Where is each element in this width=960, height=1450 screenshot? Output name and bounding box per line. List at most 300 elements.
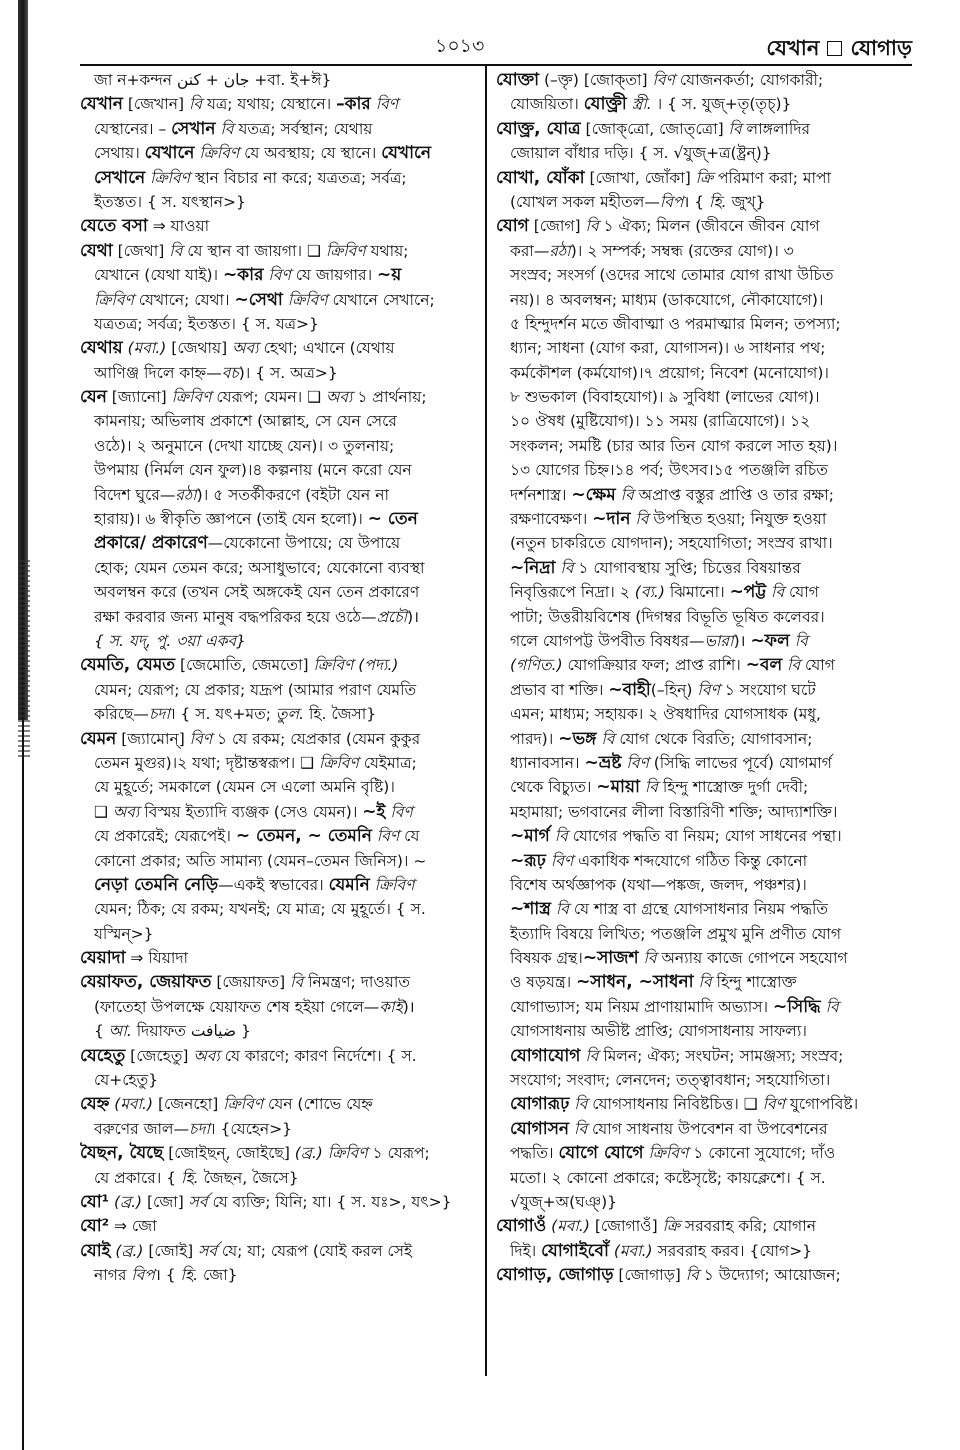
entry-continuation-line bbox=[80, 1263, 480, 1287]
grammar-label: (ব্র.) bbox=[114, 1192, 143, 1211]
entry-continuation-line bbox=[80, 190, 480, 214]
grammar-label: বি bbox=[825, 997, 839, 1016]
grammar-label: বচ bbox=[221, 363, 239, 382]
entry-continuation-line bbox=[496, 458, 896, 482]
entry-headword-line bbox=[80, 1044, 480, 1068]
definition-text: নয়)। ৪ অবলম্বন; মাধ্যম (ডাকযোগে, নৌকাযোগে)। bbox=[510, 290, 824, 309]
grammar-label: হি. bbox=[709, 192, 727, 211]
entry-headword-line bbox=[80, 653, 480, 677]
grammar-label: বি bbox=[644, 778, 658, 797]
definition-text: যুগোপবিষ্ট। bbox=[785, 1095, 859, 1114]
entry-continuation-line bbox=[496, 239, 896, 263]
headword: যোগাযোগ bbox=[510, 1045, 581, 1066]
definition-text: ১ কোনো সুযোগে; দাঁও bbox=[688, 1144, 836, 1163]
headword: ~মায়া bbox=[596, 777, 640, 798]
grammar-label: (ব্য.) bbox=[634, 583, 665, 602]
definition-text: স্থান বিচার না করে; যত্রতত্র; সর্বত্র; bbox=[189, 168, 407, 187]
headword: ~মার্গ bbox=[510, 826, 550, 847]
headword: যো¹ bbox=[80, 1191, 110, 1212]
grammar-label: বি bbox=[188, 95, 203, 114]
definition-text: পরিমাণ করা; মাপা bbox=[713, 168, 832, 187]
entry-continuation-line bbox=[80, 678, 480, 702]
definition-text: যেইমাত্র; bbox=[358, 753, 417, 772]
definition-text: )। bbox=[407, 607, 419, 626]
definition-text: ❑ bbox=[94, 802, 113, 821]
definition-text: বিষয়ক গ্রন্থ। bbox=[510, 949, 583, 968]
entry-headword-line bbox=[80, 946, 480, 970]
headword: ~কার bbox=[223, 265, 264, 286]
headword: যেখানে bbox=[144, 143, 195, 164]
entry-continuation-line bbox=[80, 483, 480, 507]
grammar-label: বি bbox=[554, 827, 568, 846]
definition-text: আণিঞ্জ দিলে কাহ্ন— bbox=[94, 363, 222, 382]
entry-headword-line bbox=[80, 1190, 480, 1214]
entry-continuation-line bbox=[496, 1190, 896, 1214]
grammar-label: আ. bbox=[108, 1022, 132, 1041]
definition-text: ৫ হিন্দুদর্শন মতে জীবাত্মা ও পরমাত্মার মিলন; তপস্যা; bbox=[510, 314, 841, 333]
entry-continuation-line bbox=[496, 751, 896, 775]
headword: ~নিদ্রা bbox=[510, 557, 556, 578]
definition-text: [জেথা] bbox=[112, 241, 170, 260]
definition-text: যোগ সাধনায় উপবেশন বা উপবেশনের bbox=[587, 1119, 828, 1138]
definition-text: সরবরাহ করি; যোগান bbox=[679, 1217, 816, 1236]
entry-continuation-line bbox=[80, 800, 480, 824]
definition-text: যে ব্যক্তি; যিনি; যা। { স. যঃ>, যৎ>} bbox=[207, 1192, 452, 1211]
entry-continuation-line bbox=[496, 605, 896, 629]
definition-text: যোগ bbox=[784, 583, 819, 602]
grammar-label: বিণ bbox=[550, 851, 574, 870]
entry-continuation-line bbox=[80, 751, 480, 775]
definition-text: রক্ষণাবেক্ষণ। bbox=[510, 510, 593, 529]
definition-text: উপস্থিত হওয়া; নিযুক্ত হওয়া bbox=[648, 510, 827, 529]
definition-text: [জোই] bbox=[143, 1241, 199, 1260]
entry-continuation-line bbox=[80, 995, 480, 1019]
headword: যোগ bbox=[496, 216, 529, 237]
entry-continuation-line bbox=[80, 166, 480, 190]
grammar-label: বি bbox=[635, 510, 649, 529]
definition-text: এমন; মাধ্যম; সহায়ক। ২ ঔষধাদির যোগসাধক (মধু, bbox=[510, 705, 821, 724]
definition-text: নিবৃত্তিরূপে নিদ্রা। ২ bbox=[510, 583, 635, 602]
definition-text: ১ যে রকম; যেপ্রকার (যেমন কুকুর bbox=[212, 729, 421, 748]
grammar-label: বি bbox=[643, 949, 657, 968]
definition-text: সংযোগ; সংবাদ; লেনদেন; তত্ত্বাবধান; সহযোগিতা। bbox=[510, 1071, 831, 1090]
left-column bbox=[80, 68, 480, 1288]
definition-text: যে কারণে; কারণ নির্দেশে। { স. bbox=[219, 1046, 417, 1065]
page-number: ১০১৩ bbox=[435, 35, 485, 57]
entry-continuation-line bbox=[496, 312, 896, 336]
grammar-label: ক্রিবিণ bbox=[287, 290, 328, 309]
grammar-label: বিণ bbox=[762, 1095, 786, 1114]
entry-continuation-line bbox=[80, 605, 480, 629]
headword: যোই bbox=[80, 1240, 111, 1261]
headword: ~ফল bbox=[750, 630, 790, 651]
grammar-label: অব্য bbox=[325, 388, 353, 407]
grammar-label: বি bbox=[560, 558, 574, 577]
entry-continuation-line bbox=[496, 629, 896, 653]
definition-text: যোজনকর্তা; যোগকারী; bbox=[674, 71, 824, 89]
definition-text: অন্যায় কাজে গোপনে সহযোগ bbox=[656, 949, 848, 968]
entry-headword-line bbox=[80, 970, 480, 994]
definition-text: ১ প্রার্থনায়; bbox=[352, 388, 427, 407]
entry-continuation-line bbox=[496, 483, 896, 507]
entry-headword-line bbox=[80, 1141, 480, 1165]
definition-text: সংকলন; সমষ্টি (চার আর তিন যোগ করলে সাত হয়)। bbox=[510, 436, 838, 455]
definition-text: [জ্যামোন্] bbox=[116, 729, 190, 748]
definition-text: যত্র; যথায়; যেস্থানে। bbox=[202, 95, 337, 114]
definition-text: ধ্যান; সাধনা (যোগ করা, যোগাসন)। ৬ সাধনার পথ; bbox=[510, 339, 826, 358]
guide-separator-box-icon bbox=[827, 41, 842, 56]
grammar-label: রঠা bbox=[549, 241, 571, 260]
definition-text: (–হিন্) bbox=[650, 680, 698, 699]
entry-headword-line bbox=[80, 1214, 480, 1238]
definition-text: সরবরাহ করব। {যোগ>} bbox=[652, 1241, 813, 1260]
definition-text: যতত্র; সর্বস্থান; যেথায় bbox=[233, 119, 373, 138]
definition-text: [জেহেতু] bbox=[125, 1046, 194, 1065]
grammar-label: অব্য bbox=[232, 339, 259, 358]
definition-text: জৈছন, জৈসে} bbox=[198, 1168, 299, 1187]
definition-text: ইত্যাদি বিষয়ে লিখিত; পতঞ্জলি প্রমুখ মুনি প্রণীত যোগ bbox=[510, 924, 842, 943]
definition-text: ১০ ঔষধ (মুষ্টিযোগ)। ১১ সময় (রাত্রিযোগে)। ১২ bbox=[510, 412, 811, 431]
definition-text: পাটা; উত্তরীয়বিশেষ (দিগম্বর বিভূতি ভূষিত কলেবর। bbox=[510, 607, 825, 626]
grammar-label: (ব্র.) ক্রিবিণ bbox=[294, 1144, 368, 1163]
entry-continuation-line bbox=[496, 922, 896, 946]
definition-text: দিই। bbox=[510, 1241, 542, 1260]
definition-text: ৮ শুভকাল (বিবাহযোগ)। ৯ সুবিধা (লাভের যোগ)। bbox=[510, 388, 820, 407]
definition-text: যোগ থেকে বিরতি; যোগাবসান; bbox=[614, 729, 813, 748]
grammar-label: (মবা.) bbox=[613, 1241, 653, 1260]
definition-text: । { bbox=[683, 192, 710, 211]
entry-continuation-line bbox=[80, 580, 480, 604]
entry-continuation-line bbox=[496, 190, 896, 214]
headword: ~দান bbox=[592, 509, 631, 530]
entry-continuation-line bbox=[496, 1117, 896, 1141]
headword: ~সেথা bbox=[234, 289, 283, 310]
definition-text: [জেয়াফত] bbox=[211, 973, 291, 992]
entry-continuation-line bbox=[496, 678, 896, 702]
definition-text: ১৩ যোগের চিহ্ন।১৪ পর্ব; উৎসব।১৫ পতঞ্জলি রচিত bbox=[510, 461, 828, 480]
headword: ~ তেমন, ~ তেমনি bbox=[235, 826, 372, 847]
entry-continuation-line bbox=[496, 702, 896, 726]
grammar-label: বিণ bbox=[390, 802, 413, 821]
definition-text: যেমন; যেরূপ; যে প্রকার; যদ্রূপ (আমার পরাণ যেমতি bbox=[94, 680, 417, 699]
headword: ~সাজশ bbox=[582, 948, 639, 969]
definition-text: (নতুন চাকরিতে যোগদান); সহযোগিতা; সংস্রব রাখা। bbox=[510, 534, 833, 553]
definition-text: হেথা; এখানে (যেথায় bbox=[258, 339, 395, 358]
scan-binding-edge bbox=[18, 0, 32, 1450]
grammar-label: ক্রি bbox=[662, 1217, 680, 1236]
definition-text: যে স্থান বা জায়গা। ❑ bbox=[182, 241, 326, 260]
entry-continuation-line bbox=[80, 1068, 480, 1092]
entry-continuation-line bbox=[496, 507, 896, 531]
headword: যো² bbox=[80, 1216, 110, 1237]
headword: যেথা bbox=[80, 240, 113, 261]
definition-text: পারদ)। bbox=[510, 729, 559, 748]
entry-continuation-line bbox=[496, 141, 896, 165]
entry-continuation-line bbox=[496, 1092, 896, 1116]
entry-continuation-line bbox=[496, 1239, 896, 1263]
definition-text: যে bbox=[399, 827, 420, 846]
definition-text: [জোগাওঁ] bbox=[589, 1217, 663, 1236]
definition-text: করিছে— bbox=[94, 705, 149, 724]
definition-text: কামনায়; অভিলাষ প্রকাশে (আল্লাহ, সে যেন সেরে bbox=[94, 412, 397, 431]
definition-text: জা ন+কন্দন جان + كنن +বা. ই+ঈ} bbox=[94, 71, 332, 89]
grammar-label: বি bbox=[169, 241, 183, 260]
headword: যেহেতু bbox=[80, 1045, 126, 1066]
grammar-label: চদা bbox=[189, 1119, 211, 1138]
entry-headword-line bbox=[496, 68, 896, 92]
grammar-label: ক্রিবিণ (পদ্য.) bbox=[313, 656, 399, 675]
grammar-label: বিপ bbox=[131, 1266, 155, 1285]
headword: যোক্ত্রী bbox=[583, 94, 627, 115]
grammar-label: বি bbox=[698, 973, 712, 992]
grammar-label: বিণ bbox=[697, 680, 720, 699]
definition-text: । { স. যৎ+মত; bbox=[169, 705, 276, 724]
grammar-label: অব্য bbox=[193, 1046, 220, 1065]
entry-continuation-line bbox=[496, 556, 896, 580]
headword: যোক্ত্র, যোত্র bbox=[496, 118, 581, 139]
definition-text: দিয়াফত ضيافت } bbox=[131, 1022, 251, 1041]
grammar-label: বিণ bbox=[375, 95, 399, 114]
definition-text: যেস্থানের। – bbox=[94, 119, 172, 138]
grammar-label: বি bbox=[620, 485, 634, 504]
entry-continuation-line bbox=[496, 824, 896, 848]
entry-headword-line bbox=[80, 336, 480, 360]
definition-text: যোগের পদ্ধতি বা নিয়ম; যোগ সাধনের পন্থা। bbox=[567, 827, 842, 846]
grammar-label: বি bbox=[574, 1119, 588, 1138]
definition-text: ⇒ জো bbox=[109, 1217, 157, 1236]
grammar-label: বিণ bbox=[189, 729, 213, 748]
entry-continuation-line bbox=[80, 775, 480, 799]
definition-text: কোনো প্রকার; অতি সামান্য (যেমন–তেমন জিনিস)। ~ bbox=[94, 851, 427, 870]
entry-continuation-line bbox=[496, 263, 896, 287]
definition-text: যে; যা; যেরূপ (যোই করল সেই bbox=[217, 1241, 413, 1260]
definition-text: বিশেষ অর্থজ্ঞাপক (যথা—পঙ্কজ, জলদ, পঞ্চশর)। bbox=[510, 875, 807, 894]
definition-text: থেকে বিচ্যুত। bbox=[510, 778, 597, 797]
entry-continuation-line bbox=[496, 727, 896, 751]
column-divider bbox=[485, 66, 487, 1376]
definition-text: একাধিক শব্দযোগে গঠিত কিন্তু কোনো bbox=[573, 851, 808, 870]
entry-continuation-line bbox=[496, 970, 896, 994]
definition-text: । { স. যুজ্+তৃ(তৃচ্)} bbox=[651, 95, 792, 114]
binding-shadow-fade bbox=[18, 560, 30, 760]
entry-continuation-line bbox=[80, 263, 480, 287]
grammar-label: ক্রিবিণ bbox=[648, 1144, 689, 1163]
grammar-label: বিপ bbox=[659, 192, 684, 211]
headword: ~সিদ্ধি bbox=[772, 996, 821, 1017]
entry-continuation-line bbox=[496, 288, 896, 312]
definition-text: ১ যেরূপ; bbox=[367, 1144, 430, 1163]
entry-continuation-line bbox=[496, 1141, 896, 1165]
definition-text: পদ্ধতি। bbox=[510, 1144, 559, 1163]
entry-headword-line bbox=[80, 1239, 480, 1263]
definition-text: বিস্ময় ইত্যাদি ব্যঞ্জক (সেও যেমন)। bbox=[139, 802, 363, 821]
entry-continuation-line bbox=[80, 141, 480, 165]
entry-continuation-line bbox=[496, 336, 896, 360]
grammar-label: (মবা.) bbox=[114, 1095, 154, 1114]
grammar-label: বি bbox=[574, 1095, 588, 1114]
entry-continuation-line bbox=[80, 922, 480, 946]
grammar-label: কাই bbox=[379, 997, 403, 1016]
definition-text: যেখানে (যেথা যাই)। bbox=[94, 266, 224, 285]
entry-continuation-line bbox=[496, 531, 896, 555]
entry-continuation-line bbox=[80, 629, 480, 653]
grammar-label: ভারা bbox=[704, 631, 734, 650]
entry-continuation-line bbox=[496, 1166, 896, 1190]
grammar-label: ক্রিবিণ bbox=[318, 753, 359, 772]
grammar-label: (গণিত.) bbox=[510, 656, 563, 675]
definition-text: । {যেহেন>} bbox=[210, 1119, 293, 1138]
entry-continuation-line bbox=[80, 507, 480, 531]
headword: যোক্তা bbox=[496, 70, 540, 90]
guide-word-first: যেখান bbox=[766, 36, 820, 60]
grammar-label: সর্ব bbox=[188, 1192, 208, 1211]
headword: যেয়াফত, জেয়াফত bbox=[80, 972, 212, 993]
definition-text: ⇒ যিয়াদা bbox=[125, 949, 188, 968]
grammar-label: ক্রিবিণ bbox=[325, 241, 366, 260]
definition-text: [জেনহো] bbox=[153, 1095, 224, 1114]
definition-text: যোগক্রিয়ার ফল; প্রাপ্ত রাশি। bbox=[562, 656, 746, 675]
definition-text: ১ যোগাবস্থায় সুপ্তি; চিত্তের বিষয়ান্তর bbox=[573, 558, 801, 577]
headword: ~বল bbox=[745, 655, 783, 676]
grammar-label: (মবা.) bbox=[551, 1217, 590, 1236]
entry-continuation-line bbox=[80, 458, 480, 482]
grammar-label: (ব্র.) bbox=[115, 1241, 144, 1260]
headword: যেখানে bbox=[381, 143, 431, 164]
grammar-label: ক্রিবিণ bbox=[171, 388, 212, 407]
entry-continuation-line bbox=[80, 1166, 480, 1190]
headword: ~রূঢ় bbox=[510, 850, 546, 871]
definition-text: বরুণের জাল— bbox=[94, 1119, 189, 1138]
definition-text: বিদেশ ঘুরে— bbox=[94, 485, 176, 504]
definition-text: অবলম্বন করে (তখন সেই অঙ্গকেই যেন তেন প্রকারেণ bbox=[94, 583, 420, 602]
definition-text: যোগ bbox=[800, 656, 835, 675]
headword: –কার bbox=[336, 94, 371, 115]
definition-text: যেখানে সেখানে; bbox=[327, 290, 435, 309]
definition-text: যে প্রকারেই; যেরূপেই। bbox=[94, 827, 236, 846]
grammar-label: বিণ bbox=[626, 753, 649, 772]
grammar-label: চদা bbox=[148, 705, 170, 724]
definition-text: )। bbox=[402, 997, 415, 1016]
definition-text: মতো। ২ কোনো প্রকারে; কষ্টেসৃষ্টে; কায়ক্লেশে। { স. bbox=[510, 1168, 826, 1187]
grammar-label: প্রচৌ bbox=[376, 607, 408, 626]
definition-text: ঝিমানো। bbox=[664, 583, 730, 602]
entry-continuation-line bbox=[496, 897, 896, 921]
definition-text: [জোগ] bbox=[528, 217, 586, 236]
entry-continuation-line bbox=[80, 702, 480, 726]
definition-text: ও ষড়যন্ত্র। bbox=[510, 973, 577, 992]
headword: যেহ্ন bbox=[80, 1094, 110, 1115]
definition-text: যত্রতত্র; সর্বত্র; ইতস্তত। { স. যত্র>} bbox=[94, 314, 319, 333]
right-column bbox=[496, 68, 896, 1288]
grammar-label: বি bbox=[685, 1266, 699, 1285]
definition-text: যে+হেতু} bbox=[94, 1071, 159, 1090]
definition-text: ইতস্তত। { স. যৎস্থান>} bbox=[94, 192, 246, 211]
entry-continuation-line bbox=[80, 288, 480, 312]
entry-continuation-line bbox=[496, 873, 896, 897]
entry-continuation-line bbox=[496, 434, 896, 458]
definition-text: ১ উদ্যোগ; আয়োজন; bbox=[698, 1266, 841, 1285]
entry-continuation-line bbox=[496, 409, 896, 433]
definition-text: যে মুহূর্তে; সমকালে (যেমন সে এলো অমনি বৃষ্টি)। bbox=[94, 778, 395, 797]
headword: ~ভ্রষ্ট bbox=[584, 752, 622, 773]
definition-text: যেমন; ঠিক; যে রকম; যখনই; যে মাত্র; যে মুহূর্তে। { স. bbox=[94, 900, 426, 919]
definition-text: দর্শনশাস্ত্র। bbox=[510, 485, 572, 504]
grammar-label: ক্রি bbox=[695, 168, 714, 187]
definition-text: কর্মকৌশল (কর্মযোগ)।৭ প্রয়োগ; নিবেশ (মনোযোগ)। bbox=[510, 363, 829, 382]
headword: ~বাহী bbox=[608, 679, 651, 700]
definition-text: )। ৫ সতর্কীকরণে (বইটা যেন না bbox=[196, 485, 389, 504]
entry-headword-line bbox=[80, 385, 480, 409]
header-rule bbox=[80, 64, 912, 66]
headword: যেমতি, যেমত bbox=[80, 655, 176, 676]
definition-text: [জেখান] bbox=[122, 95, 189, 114]
definition-text: জুখ্} bbox=[726, 192, 766, 211]
definition-text: ওঠে)। ২ অনুমানে (দেখা যাচ্ছে যেন)। ৩ তুলনায়; bbox=[94, 436, 395, 455]
entry-continuation-line bbox=[80, 434, 480, 458]
headword: যেন bbox=[80, 387, 107, 408]
entry-continuation-line bbox=[496, 775, 896, 799]
headword: প্রকারে/ প্রকারেণ bbox=[94, 533, 208, 554]
definition-text: সেথায়। bbox=[94, 144, 145, 163]
definition-text: তেমন মুগুর)।২ যথা; দৃষ্টান্তস্বরূপ। ❑ bbox=[94, 753, 319, 772]
entry-continuation-line bbox=[80, 1117, 480, 1141]
entry-headword-line bbox=[496, 1263, 896, 1287]
definition-text: ধ্যানাবসান। bbox=[510, 753, 585, 772]
headword: যোগারূঢ় bbox=[510, 1094, 570, 1115]
grammar-label: বি bbox=[601, 729, 615, 748]
definition-text: অপ্রাপ্ত বস্তুর প্রাপ্তি ও তার রক্ষা; bbox=[633, 485, 834, 504]
definition-text: (–ক্তৃ) [জোক্‌তা] bbox=[539, 71, 653, 89]
definition-text: যে প্রকারে। { bbox=[94, 1168, 182, 1187]
grammar-label: বি bbox=[290, 973, 304, 992]
entry-headword-line bbox=[80, 92, 480, 116]
definition-text: )। { স. অত্র>} bbox=[238, 363, 338, 382]
headword: যোগে যোগে bbox=[558, 1143, 644, 1164]
definition-text: )। bbox=[733, 631, 751, 650]
definition-text: [জেমোতি, জেমতো] bbox=[175, 656, 314, 675]
definition-text: হোক; যেমন তেমন করে; অসাধুভাবে; যেকোনো ব্যবস্থা bbox=[94, 558, 425, 577]
headword: ~ই bbox=[362, 801, 386, 822]
headword: সেখানে bbox=[94, 167, 146, 188]
definition-text: যোজয়িতা। bbox=[510, 95, 584, 114]
grammar-label: ক্রিবিণ bbox=[199, 144, 240, 163]
entry-continuation-line bbox=[80, 849, 480, 873]
grammar-label: স্ত্রী. bbox=[631, 95, 652, 114]
headword: যোগাড়, জোগাড় bbox=[496, 1265, 614, 1286]
headword: যোগাসন bbox=[510, 1118, 570, 1139]
definition-text: যে জায়গার। bbox=[290, 266, 378, 285]
entry-continuation-line bbox=[496, 849, 896, 873]
grammar-label: বিণ bbox=[652, 71, 675, 89]
definition-text: (সিদ্ধি লাভের পূর্বে) যোগমার্গ bbox=[648, 753, 832, 772]
entry-continuation-line bbox=[80, 824, 480, 848]
headword: যোগাওঁ bbox=[496, 1216, 547, 1237]
definition-text: যোগসাধনায় নিবিষ্টচিত্ত। ❑ bbox=[587, 1095, 763, 1114]
headword: যৈছন, যৈছে bbox=[80, 1143, 164, 1164]
headword: ~ভঙ্গ bbox=[558, 728, 597, 749]
grammar-label: { স. যদ্, পু. ৩য়া একব} bbox=[94, 631, 246, 650]
entry-continuation-line bbox=[80, 1019, 480, 1043]
entry-headword-line bbox=[80, 727, 480, 751]
entry-continuation-line bbox=[80, 312, 480, 336]
entry-continuation-line bbox=[496, 385, 896, 409]
grammar-label: ক্রিবিণ bbox=[94, 290, 134, 309]
guide-words bbox=[766, 32, 912, 67]
entry-headword-line bbox=[80, 214, 480, 238]
entry-continuation-line bbox=[80, 409, 480, 433]
grammar-label: অব্য bbox=[112, 802, 140, 821]
headword: যেমন bbox=[80, 728, 117, 749]
